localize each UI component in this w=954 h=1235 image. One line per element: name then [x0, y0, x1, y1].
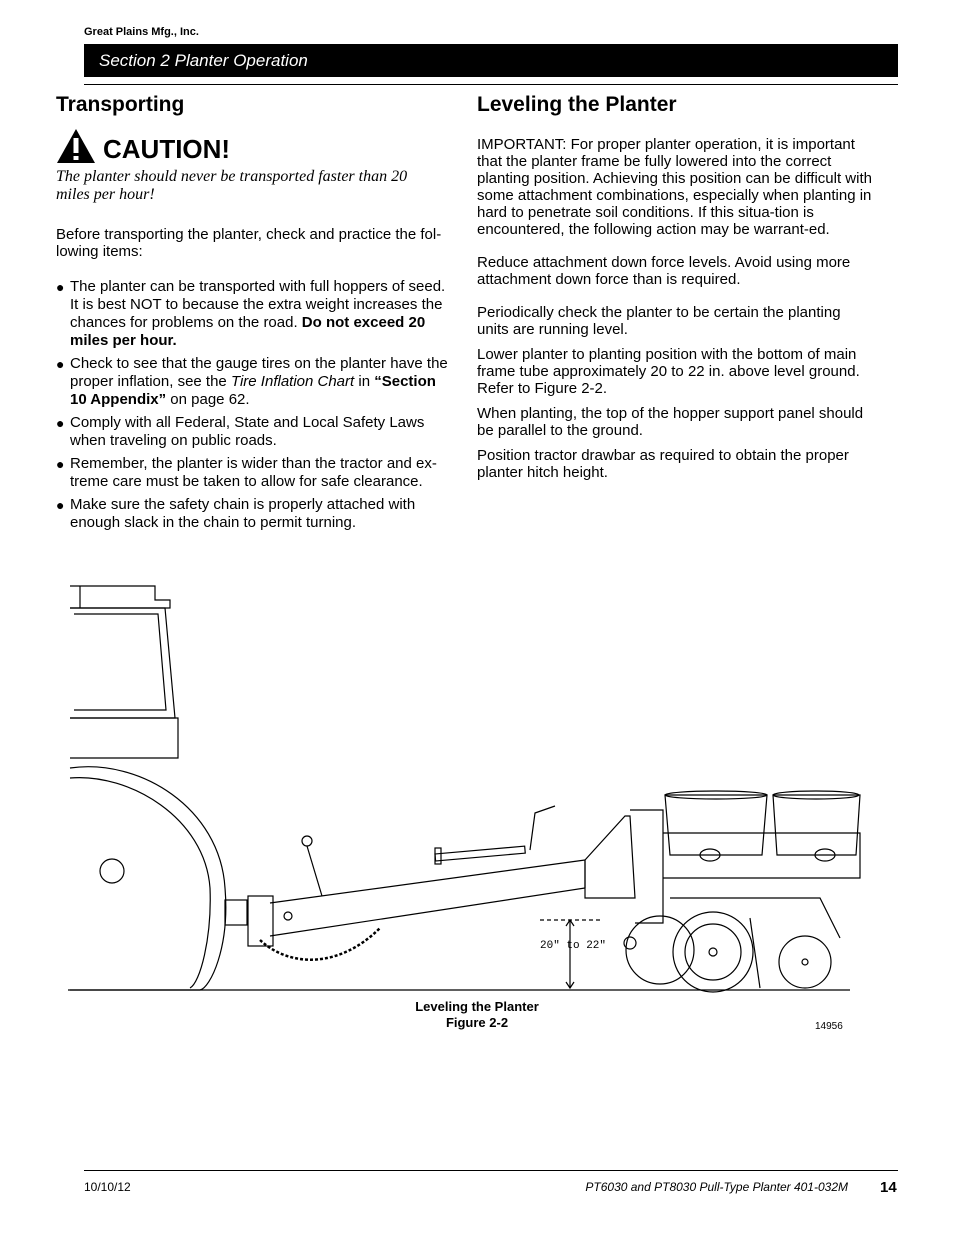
- figure-reference-id: 14956: [815, 1021, 843, 1032]
- leveling-hopper: When planting, the top of the hopper support panel should be parallel to the ground.: [477, 405, 864, 439]
- leveling-figure: [60, 578, 880, 998]
- warning-triangle-icon: [56, 128, 96, 164]
- transporting-column: [56, 92, 452, 537]
- bullet-icon: ●: [56, 456, 65, 472]
- bullet-icon: ●: [56, 356, 65, 372]
- dimension-label: 20" to 22": [540, 940, 607, 952]
- bullet-icon: ●: [56, 279, 65, 295]
- footer-date: 10/10/12: [84, 1180, 131, 1194]
- list-item: ● Comply with all Federal, State and Local Safety Laws when traveling on public roads.: [56, 414, 425, 449]
- list-item: ● Remember, the planter is wider than the tractor and ex-treme care must be taken to allow for safe clearance.: [56, 455, 437, 490]
- list-item: ● Make sure the safety chain is properly attached with enough slack in the chain to permit turning.: [56, 496, 416, 531]
- leveling-important: IMPORTANT: For proper planter operation, it is important that the planter frame be fully lowered into the correct planting position. Achieving this position can be difficult with some attachment combinations, especially when planting in hard to penetrate soil conditions. If this situa-tion is encountered, the following action may be warrant-ed.: [477, 136, 872, 238]
- caution-label: CAUTION!: [103, 134, 231, 164]
- footer-divider: [84, 1170, 898, 1171]
- page-number: 14: [880, 1179, 897, 1196]
- leveling-heading: Leveling the Planter: [477, 93, 677, 116]
- company-name: Great Plains Mfg., Inc.: [84, 26, 199, 38]
- leveling-downforce: Reduce attachment down force levels. Avoid using more attachment down force than is required.: [477, 254, 851, 288]
- transporting-heading: Transporting: [56, 93, 185, 116]
- tractor-planter-illustration: [60, 578, 880, 998]
- caution-block: [56, 128, 452, 168]
- caution-message: The planter should never be transported faster than 20 miles per hour!: [56, 168, 408, 203]
- leveling-drawbar: Position tractor drawbar as required to obtain the proper planter hitch height.: [477, 447, 849, 481]
- leveling-check: Periodically check the planter to be certain the planting units are running level.: [477, 304, 841, 338]
- leveling-lower: Lower planter to planting position with the bottom of main frame tube approximately 20 to 22 in. above level ground. Refer to Figure 2-2.: [477, 346, 860, 397]
- transport-intro: Before transporting the planter, check and practice the fol-lowing items:: [56, 226, 442, 260]
- bullet-icon: ●: [56, 497, 65, 513]
- list-item: ● The planter can be transported with full hoppers of seed. It is best NOT to because the extra weight increases the chances for problems on the road. Do not exceed 20 miles per hour.: [56, 278, 446, 349]
- list-item: ● Check to see that the gauge tires on the planter have the proper inflation, see the Tire Inflation Chart in “Section 10 Appendix” on page 62.: [56, 355, 448, 408]
- bullet-icon: ●: [56, 415, 65, 431]
- transport-checklist: [56, 278, 452, 532]
- header-divider: [84, 84, 898, 85]
- figure-caption: Leveling the Planter Figure 2-2: [415, 999, 539, 1030]
- section-header-bar: Section 2 Planter Operation: [84, 44, 898, 77]
- leveling-column: [477, 92, 873, 489]
- footer-document-title: PT6030 and PT8030 Pull-Type Planter 401-032M: [585, 1180, 848, 1194]
